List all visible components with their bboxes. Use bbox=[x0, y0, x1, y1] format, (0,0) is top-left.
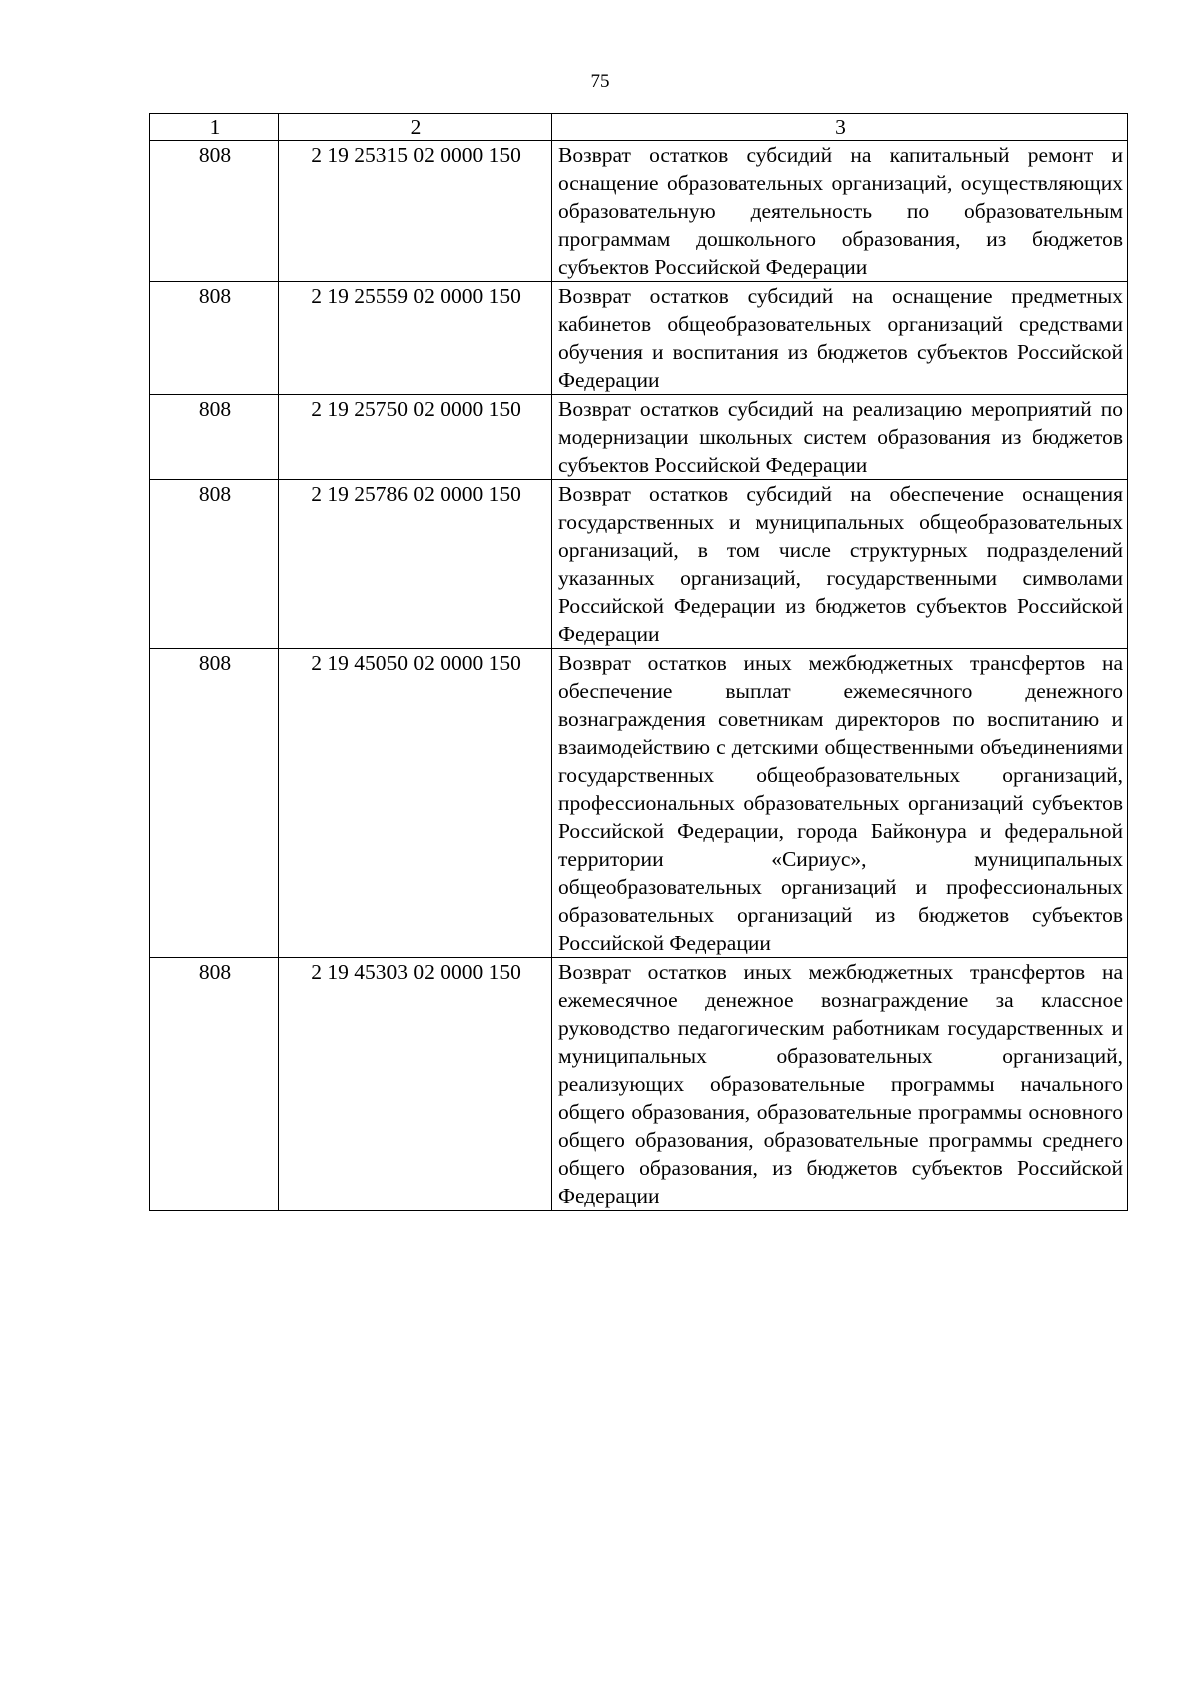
budget-classification-code-cell: 2 19 25559 02 0000 150 bbox=[279, 282, 552, 395]
description-cell: Возврат остатков субсидий на обеспечение оснащения государственных и муниципальных общеобразовательных организаций, в том числе структурных подразделений указанных организаций, государственными символами Российской Федерации из бюджетов субъектов Российской Федерации bbox=[552, 480, 1128, 649]
description-cell: Возврат остатков субсидий на оснащение предметных кабинетов общеобразовательных организаций средствами обучения и воспитания из бюджетов субъектов Российской Федерации bbox=[552, 282, 1128, 395]
admin-code-cell: 808 bbox=[150, 395, 279, 480]
budget-classification-code-cell: 2 19 45303 02 0000 150 bbox=[279, 958, 552, 1211]
table-header-row bbox=[150, 114, 1128, 141]
budget-codes-table bbox=[149, 113, 1128, 1211]
column-header-2: 2 bbox=[279, 114, 552, 141]
table-row bbox=[150, 282, 1128, 395]
admin-code-cell: 808 bbox=[150, 958, 279, 1211]
budget-classification-code-cell: 2 19 25315 02 0000 150 bbox=[279, 141, 552, 282]
table-row bbox=[150, 141, 1128, 282]
description-cell: Возврат остатков субсидий на реализацию мероприятий по модернизации школьных систем образования из бюджетов субъектов Российской Федерации bbox=[552, 395, 1128, 480]
column-header-3: 3 bbox=[552, 114, 1128, 141]
description-cell: Возврат остатков субсидий на капитальный ремонт и оснащение образовательных организаций, осуществляющих образовательную деятельность по образовательным программам дошкольного образования, из бюджетов субъектов Российской Федерации bbox=[552, 141, 1128, 282]
page-number: 75 bbox=[590, 71, 610, 92]
table-row bbox=[150, 958, 1128, 1211]
admin-code-cell: 808 bbox=[150, 141, 279, 282]
table-row bbox=[150, 395, 1128, 480]
admin-code-cell: 808 bbox=[150, 649, 279, 958]
budget-classification-code-cell: 2 19 25786 02 0000 150 bbox=[279, 480, 552, 649]
budget-classification-code-cell: 2 19 45050 02 0000 150 bbox=[279, 649, 552, 958]
table-row bbox=[150, 480, 1128, 649]
description-cell: Возврат остатков иных межбюджетных трансфертов на ежемесячное денежное вознаграждение за классное руководство педагогическим работникам государственных и муниципальных образовательных организаций, реализующих образовательные программы начального общего образования, образовательные программы основного общего образования, образовательные программы среднего общего образования, из бюджетов субъектов Российской Федерации bbox=[552, 958, 1128, 1211]
column-header-1: 1 bbox=[150, 114, 279, 141]
admin-code-cell: 808 bbox=[150, 480, 279, 649]
table-row bbox=[150, 649, 1128, 958]
budget-classification-code-cell: 2 19 25750 02 0000 150 bbox=[279, 395, 552, 480]
admin-code-cell: 808 bbox=[150, 282, 279, 395]
description-cell: Возврат остатков иных межбюджетных трансфертов на обеспечение выплат ежемесячного денежного вознаграждения советникам директоров по воспитанию и взаимодействию с детскими общественными объединениями государственных общеобразовательных организаций, профессиональных образовательных организаций субъектов Российской Федерации, города Байконура и федеральной территории «Сириус», муниципальных общеобразовательных организаций и профессиональных образовательных организаций из бюджетов субъектов Российской Федерации bbox=[552, 649, 1128, 958]
